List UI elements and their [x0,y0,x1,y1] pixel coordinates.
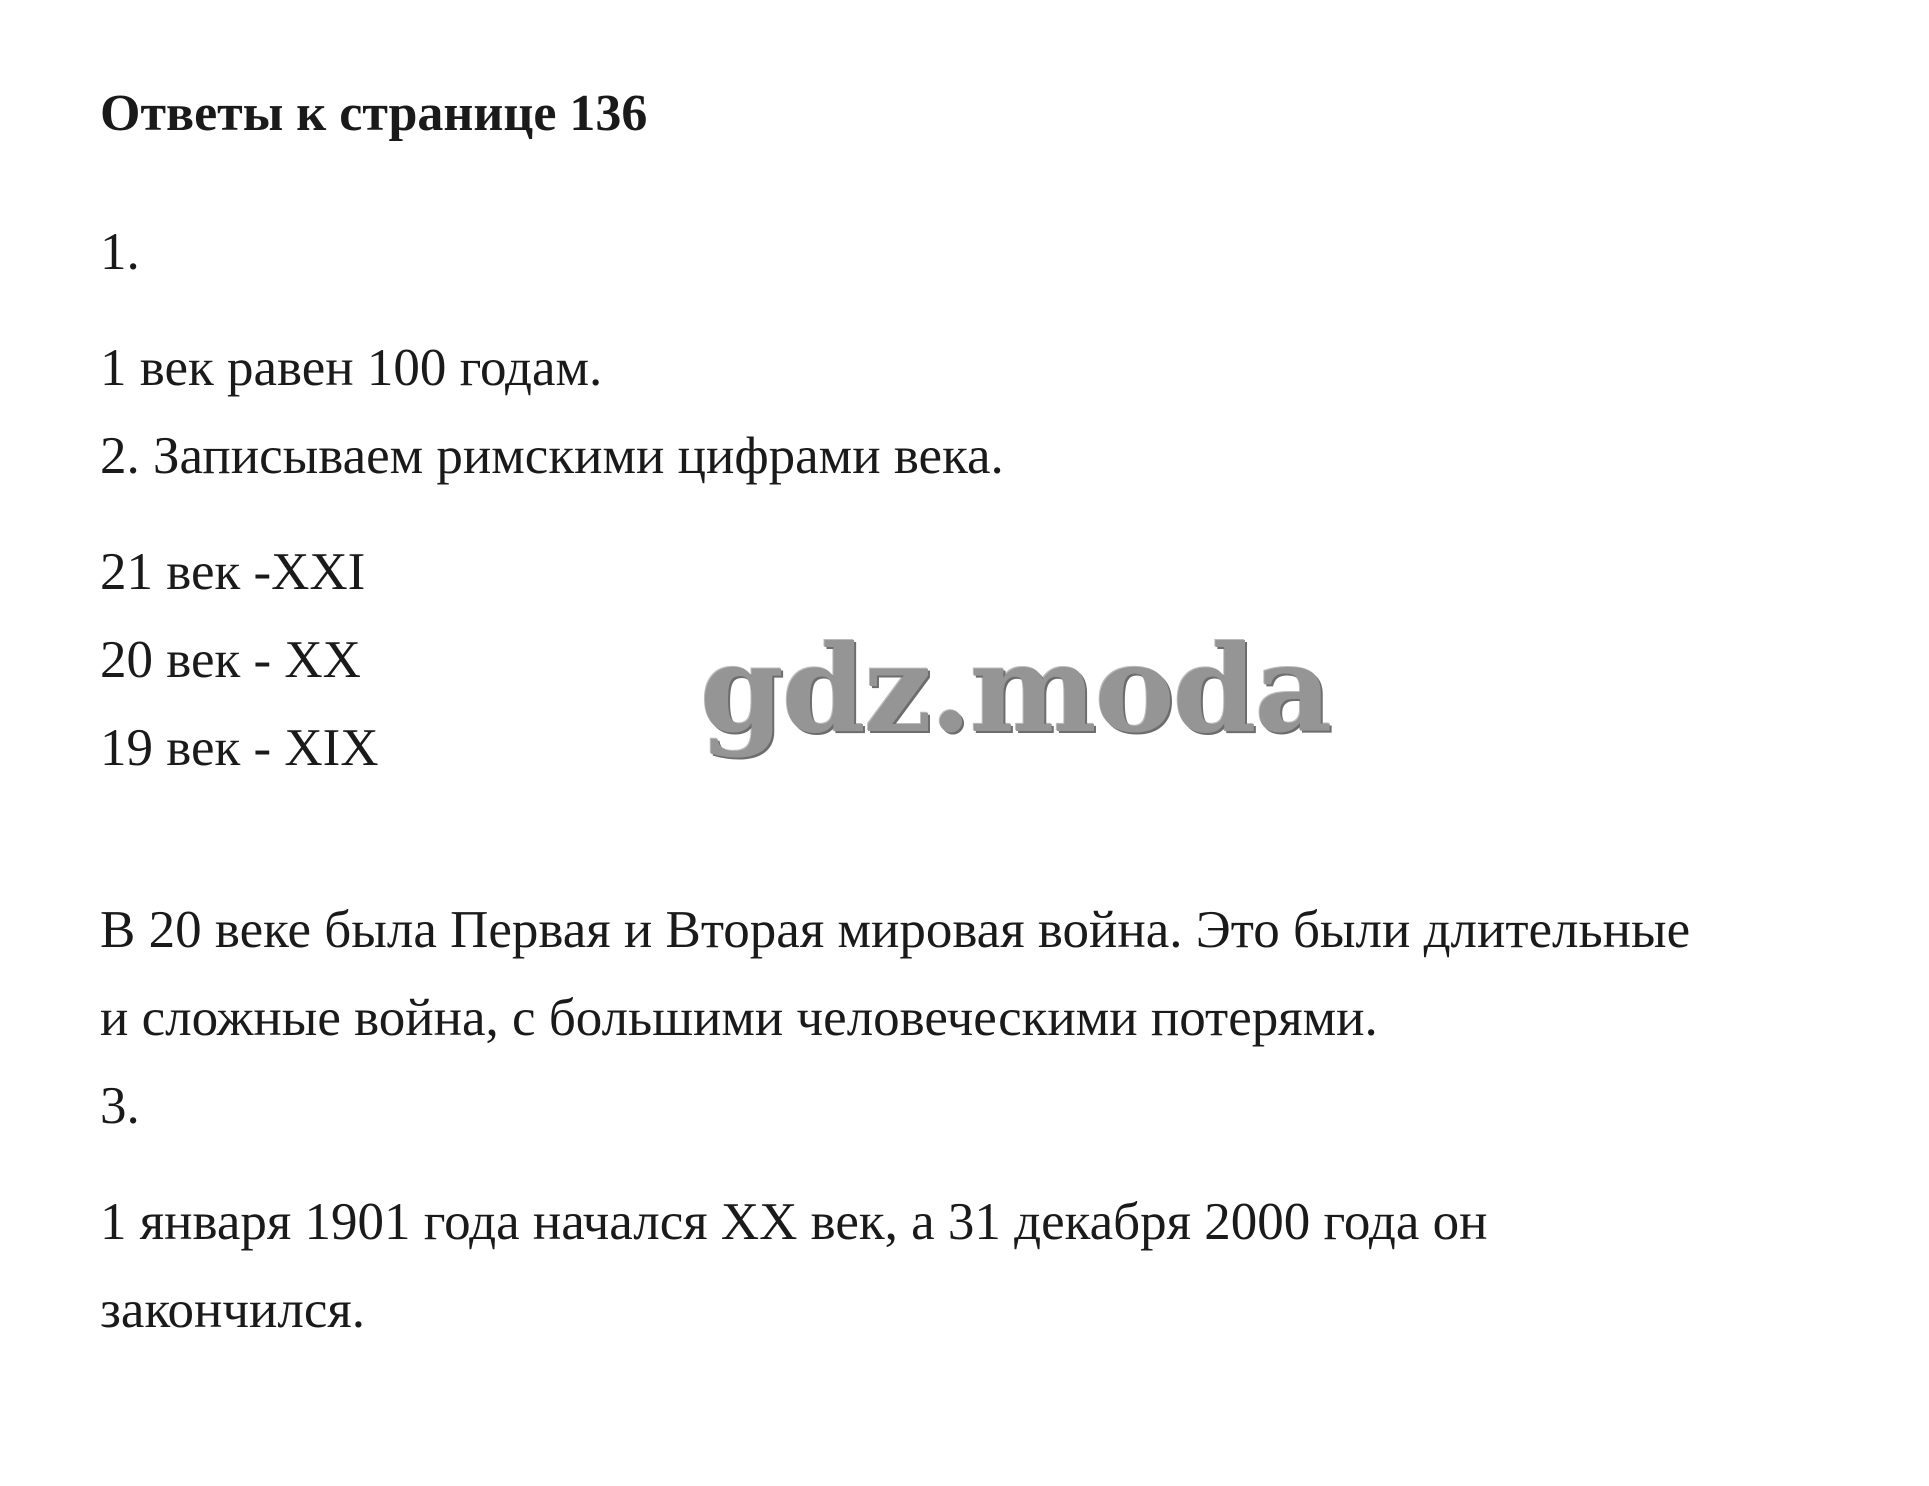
wars-paragraph-line-1: В 20 веке была Первая и Вторая мировая война. Это были длительные [100,901,1691,959]
answer-3-line-1: 1 января 1901 года начался XX век, а 31 декабря 2000 года он [100,1193,1488,1251]
answer-number-1: 1. [100,223,140,281]
century-line-19: 19 век - XIX [100,719,379,777]
answer-number-3: 3. [100,1077,140,1135]
answer-2-heading: 2. Записываем римскими цифрами века. [100,427,1004,485]
page-title: Ответы к странице 136 [100,85,648,142]
answer-3-line-2: закончился. [100,1281,365,1339]
watermark-logo: gdz.moda [700,619,1331,760]
answer-1-text: 1 век равен 100 годам. [100,339,603,397]
wars-paragraph-line-2: и сложные война, с большими человеческими потерями. [100,989,1378,1047]
century-line-20: 20 век - XX [100,631,361,689]
century-line-21: 21 век -XXI [100,543,366,601]
